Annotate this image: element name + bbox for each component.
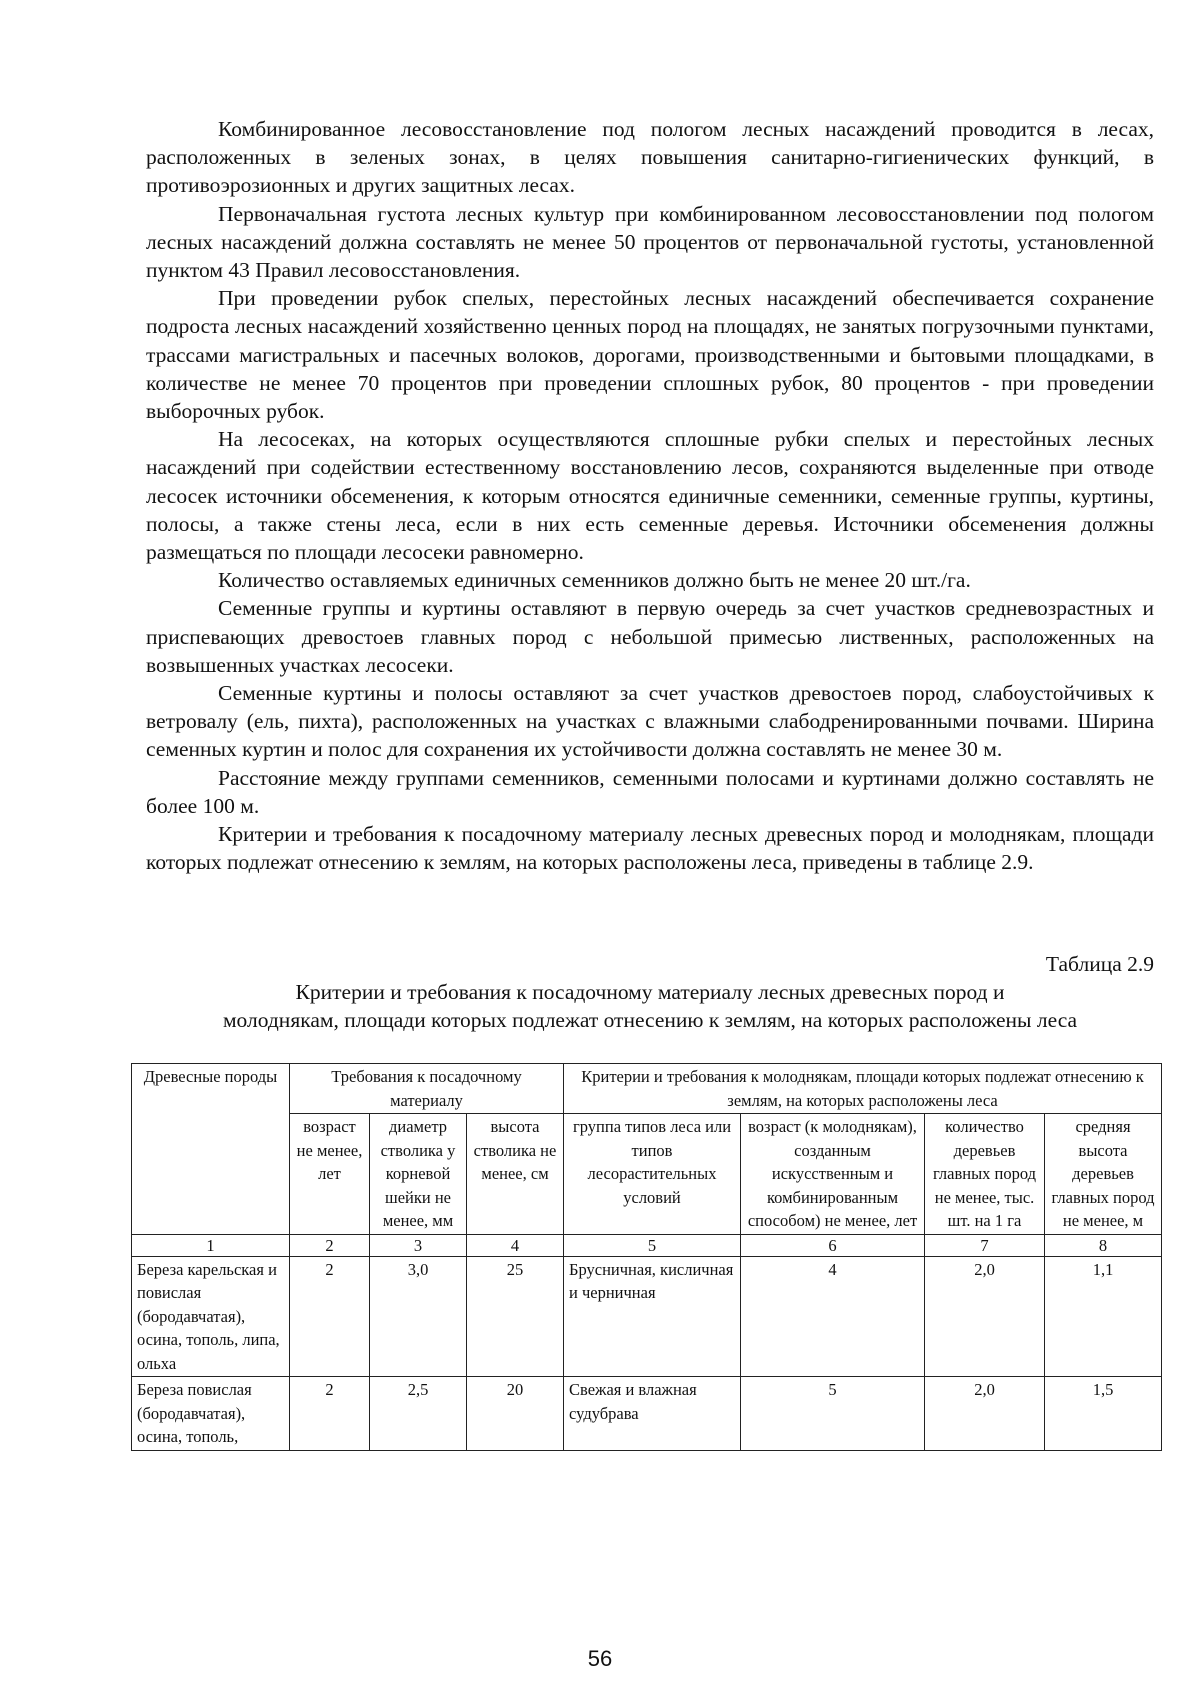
table-title-line: Критерии и требования к посадочному материалу лесных древесных пород и	[295, 980, 1005, 1004]
column-number: 7	[925, 1234, 1045, 1256]
criteria-table	[131, 1063, 1162, 1451]
cell-height: 20	[467, 1377, 564, 1451]
cell-age: 2	[290, 1256, 370, 1377]
header-height: высота стволика не менее, см	[467, 1114, 564, 1235]
cell-tree-count: 2,0	[925, 1377, 1045, 1451]
header-avg-height: средняя высота деревьев главных пород не менее, м	[1045, 1114, 1162, 1235]
paragraph: Семенные куртины и полосы оставляют за счет участков древостоев пород, слабоустойчивых к ветровалу (ель, пихта), расположенных на участках с влажными слабодренированными почвами. Ширина семенных куртин и полос для сохранения их устойчивости должна составлять не менее 30 м.	[146, 681, 1154, 762]
header-tree-count: количество деревьев главных пород не менее, тыс. шт. на 1 га	[925, 1114, 1045, 1235]
body-text	[146, 115, 1154, 876]
cell-avg-height: 1,5	[1045, 1377, 1162, 1451]
table-row	[132, 1256, 1162, 1377]
paragraph: Семенные группы и куртины оставляют в первую очередь за счет участков средневозрастных и приспевающих древостоев главных пород с небольшой примесью лиственных, расположенных на возвышенных участках лесосеки.	[146, 596, 1154, 677]
cell-species: Береза повислая (бородавчатая), осина, тополь,	[132, 1377, 290, 1451]
column-number: 4	[467, 1234, 564, 1256]
header-young-stands: Критерии и требования к молоднякам, площади которых подлежат отнесению к землям, на которых расположены леса	[564, 1064, 1162, 1114]
paragraph: На лесосеках, на которых осуществляются сплошные рубки спелых и перестойных лесных насаждений при содействии естественному восстановлению лесов, сохраняются выделенные при отводе лесосек источники обсеменения, к которым относятся единичные семенники, семенные группы, куртины, полосы, а также стены леса, если в них есть семенные деревья. Источники обсеменения должны размещаться по площади лесосеки равномерно.	[146, 427, 1154, 565]
header-diameter: диаметр стволика у корневой шейки не менее, мм	[370, 1114, 467, 1235]
column-number: 3	[370, 1234, 467, 1256]
paragraph: При проведении рубок спелых, перестойных лесных насаждений обеспечивается сохранение подроста лесных насаждений хозяйственно ценных пород на площадях, не занятых погрузочными пунктами, трассами магистральных и пасечных волоков, дорогами, производственными и бытовыми площадками, в количестве не менее 70 процентов при проведении сплошных рубок, 80 процентов - при проведении выборочных рубок.	[146, 286, 1154, 424]
paragraph: Комбинированное лесовосстановление под пологом лесных насаждений проводится в лесах, расположенных в зеленых зонах, в целях повышения санитарно-гигиенических функций, в противоэрозионных и других защитных лесах.	[146, 117, 1154, 198]
page-number: 56	[587, 1646, 613, 1671]
table-row	[132, 1377, 1162, 1451]
table-title	[146, 978, 1154, 1034]
cell-age: 2	[290, 1377, 370, 1451]
cell-height: 25	[467, 1256, 564, 1377]
cell-young-age: 5	[741, 1377, 925, 1451]
header-planting-material: Требования к посадочному материалу	[290, 1064, 564, 1114]
paragraph: Расстояние между группами семенников, семенными полосами и куртинами должно составлять не более 100 м.	[146, 765, 1154, 818]
column-number: 8	[1045, 1234, 1162, 1256]
header-species: Древесные породы	[132, 1064, 290, 1235]
column-number-row	[132, 1234, 1162, 1256]
cell-forest-type: Свежая и влажная судубрава	[564, 1377, 741, 1451]
column-number: 1	[132, 1234, 290, 1256]
paragraph: Количество оставляемых единичных семенников должно быть не менее 20 шт./га.	[218, 568, 971, 593]
paragraph: Первоначальная густота лесных культур при комбинированном лесовосстановлении под пологом лесных насаждений должна составлять не менее 50 процентов от первоначальной густоты, установленной пунктом 43 Правил лесовосстановления.	[146, 201, 1154, 283]
cell-young-age: 4	[741, 1256, 925, 1377]
cell-forest-type: Брусничная, кисличная и черничная	[564, 1256, 741, 1377]
cell-diameter: 3,0	[370, 1256, 467, 1377]
table-title-line: молоднякам, площади которых подлежат отнесению к землям, на которых расположены леса	[222, 1008, 1078, 1032]
cell-species: Береза карельская и повислая (бородавчатая), осина, тополь, липа, ольха	[132, 1256, 290, 1377]
column-number: 6	[741, 1234, 925, 1256]
header-age: возраст не менее, лет	[290, 1114, 370, 1235]
header-young-age: возраст (к молоднякам), созданным искусственным и комбинированным способом) не менее, лет	[741, 1114, 925, 1235]
header-row	[132, 1064, 1162, 1114]
header-forest-type: группа типов леса или типов лесорастительных условий	[564, 1114, 741, 1235]
table-label: Таблица 2.9	[1045, 952, 1154, 976]
column-number: 2	[290, 1234, 370, 1256]
paragraph: Критерии и требования к посадочному материалу лесных древесных пород и молоднякам, площади которых подлежат отнесению к землям, на которых расположены леса, приведены в таблице 2.9.	[146, 822, 1154, 875]
cell-avg-height: 1,1	[1045, 1256, 1162, 1377]
column-number: 5	[564, 1234, 741, 1256]
cell-tree-count: 2,0	[925, 1256, 1045, 1377]
cell-diameter: 2,5	[370, 1377, 467, 1451]
